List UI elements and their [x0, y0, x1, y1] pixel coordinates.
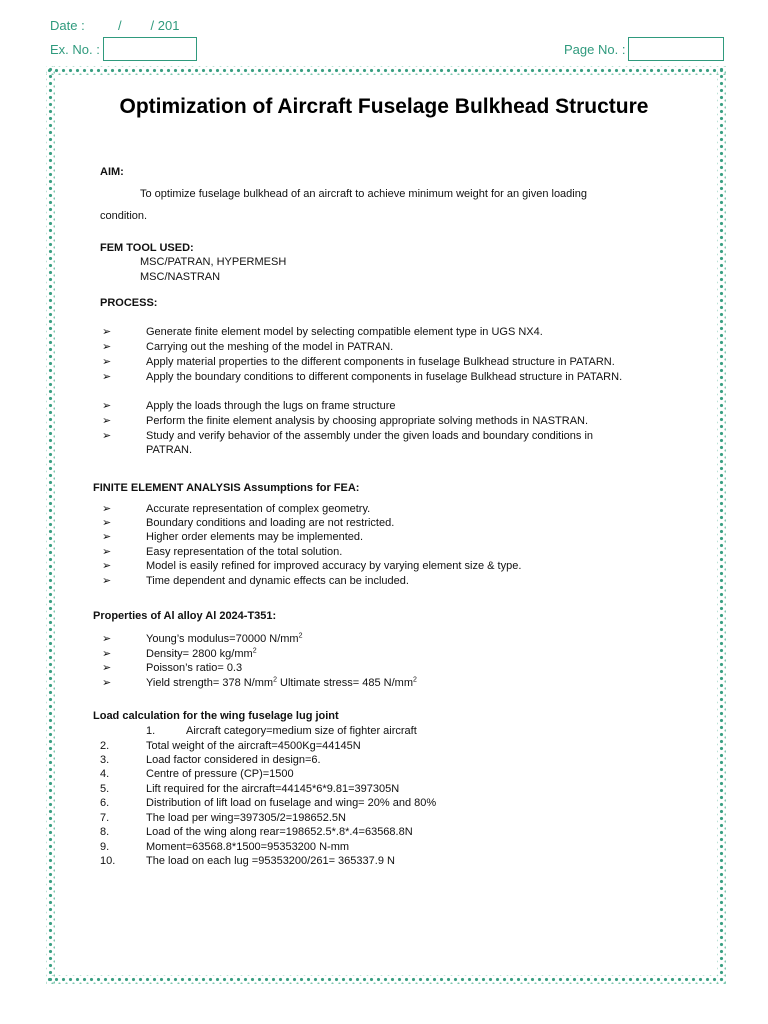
load-calc-num: 3.	[100, 754, 110, 766]
aim-line-2: condition.	[100, 210, 148, 222]
process-step-continued: PATRAN.	[146, 444, 193, 456]
superscript: 2	[413, 676, 417, 684]
ex-no-label: Ex. No. :	[50, 42, 100, 57]
border-right	[717, 66, 726, 984]
date-value: / / 201	[118, 18, 180, 33]
fea-item: Boundary conditions and loading are not restricted.	[146, 517, 395, 529]
process-step: Generate finite element model by selecting compatible element type in UGS NX4.	[146, 326, 543, 338]
bullet-icon: ➢	[102, 648, 112, 660]
load-calc-text: The load per wing=397305/2=198652.5N	[146, 812, 346, 824]
process-step: Study and verify behavior of the assembly under the given loads and boundary conditions in	[146, 430, 594, 442]
load-calc-num: 5.	[100, 783, 110, 795]
bullet-icon: ➢	[102, 400, 112, 412]
bullet-icon: ➢	[102, 575, 112, 587]
border-bottom	[46, 975, 726, 984]
border-left	[46, 66, 55, 984]
bullet-icon: ➢	[102, 633, 112, 645]
load-calc-num: 2.	[100, 740, 110, 752]
aim-line-1: To optimize fuselage bulkhead of an aircraft to achieve minimum weight for an given loading	[140, 188, 587, 200]
load-calc-text: Distribution of lift load on fuselage and wing= 20% and 80%	[146, 797, 437, 809]
fea-item: Easy representation of the total solution.	[146, 546, 343, 558]
load-calc-text: The load on each lug =95353200/261= 365337.9 N	[146, 855, 395, 867]
load-calc-num: 10.	[100, 855, 116, 867]
poissons-ratio: Poisson’s ratio= 0.3	[146, 662, 243, 674]
load-calc-text: Total weight of the aircraft=4500Kg=44145N	[146, 740, 361, 752]
fea-heading: FINITE ELEMENT ANALYSIS Assumptions for FEA:	[93, 482, 360, 494]
load-calc-heading: Load calculation for the wing fuselage lug joint	[93, 710, 339, 722]
process-step: Carrying out the meshing of the model in PATRAN.	[146, 341, 394, 353]
superscript: 2	[298, 632, 303, 640]
page-no-label: Page No. :	[564, 42, 626, 57]
ex-no-box	[103, 37, 197, 61]
fem-tool-heading: FEM TOOL USED:	[100, 242, 194, 254]
process-step: Apply material properties to the different components in fuselage Bulkhead structure in PATARN.	[146, 356, 615, 368]
bullet-icon: ➢	[102, 677, 112, 689]
date-label: Date :	[50, 18, 85, 33]
page-no-box	[628, 37, 724, 61]
density	[146, 647, 257, 661]
load-calc-text: Moment=63568.8*1500=95353200 N-mm	[146, 841, 350, 853]
bullet-icon: ➢	[102, 517, 112, 529]
bullet-icon: ➢	[102, 503, 112, 515]
fea-item: Time dependent and dynamic effects can be included.	[146, 575, 409, 587]
bullet-icon: ➢	[102, 430, 112, 442]
fem-tool-item: MSC/NASTRAN	[140, 271, 221, 283]
bullet-icon: ➢	[102, 546, 112, 558]
bullet-icon: ➢	[102, 341, 112, 353]
load-calc-num: 4.	[100, 768, 110, 780]
load-calc-num: 1.	[146, 725, 156, 737]
aim-heading: AIM:	[100, 166, 124, 178]
process-heading: PROCESS:	[100, 297, 158, 309]
load-calc-num: 8.	[100, 826, 110, 838]
load-calc-text: Centre of pressure (CP)=1500	[146, 768, 294, 780]
load-calc-text: Load of the wing along rear=198652.5*.8*.4=63568.8N	[146, 826, 413, 838]
bullet-icon: ➢	[102, 356, 112, 368]
superscript: 2	[273, 676, 277, 684]
load-calc-num: 6.	[100, 797, 110, 809]
load-calc-text: Aircraft category=medium size of fighter aircraft	[186, 725, 417, 737]
process-step: Apply the boundary conditions to different components in fuselage Bulkhead structure in PATARN.	[146, 371, 623, 383]
properties-heading: Properties of Al alloy Al 2024-T351:	[93, 610, 277, 622]
fem-tool-item: MSC/PATRAN, HYPERMESH	[140, 256, 287, 268]
load-calc-num: 9.	[100, 841, 110, 853]
fea-item: Accurate representation of complex geometry.	[146, 503, 371, 515]
fea-item: Higher order elements may be implemented.	[146, 531, 364, 543]
border-top	[46, 66, 726, 75]
bullet-icon: ➢	[102, 371, 112, 383]
bullet-icon: ➢	[102, 415, 112, 427]
youngs-modulus	[146, 632, 302, 646]
yield-strength	[146, 676, 417, 690]
yield-strength-text: Yield strength= 378 N/mm	[146, 677, 274, 689]
fea-item: Model is easily refined for improved accuracy by varying element size & type.	[146, 560, 522, 572]
process-step: Apply the loads through the lugs on frame structure	[146, 400, 396, 412]
ultimate-stress-text: Ultimate stress= 485 N/mm	[276, 677, 413, 689]
bullet-icon: ➢	[102, 531, 112, 543]
load-calc-num: 7.	[100, 812, 110, 824]
density-text: Density= 2800 kg/mm	[146, 648, 253, 660]
load-calc-text: Lift required for the aircraft=44145*6*9.81=397305N	[146, 783, 400, 795]
process-step: Perform the finite element analysis by choosing appropriate solving methods in NASTRAN.	[146, 415, 589, 427]
bullet-icon: ➢	[102, 662, 112, 674]
bullet-icon: ➢	[102, 326, 112, 338]
page-title: Optimization of Aircraft Fuselage Bulkhead Structure	[119, 95, 649, 118]
bullet-icon: ➢	[102, 560, 112, 572]
youngs-modulus-text: Young’s modulus=70000 N/mm	[146, 633, 299, 645]
load-calc-text: Load factor considered in design=6.	[146, 754, 321, 766]
superscript: 2	[252, 647, 257, 655]
